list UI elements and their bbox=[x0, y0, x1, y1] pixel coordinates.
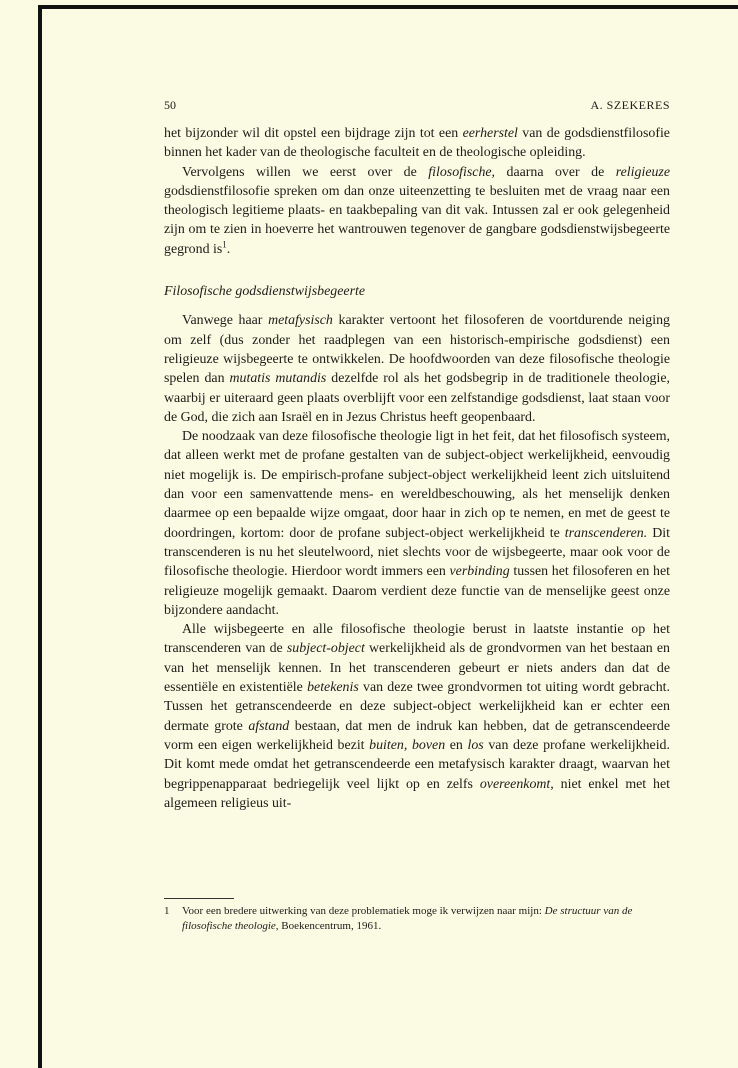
footnote-title: De structuur van de filosofische theologie, bbox=[182, 905, 633, 932]
paragraph-text: van deze twee grondvormen tot uiting wordt gebracht. Tussen het getranscendeerde en deze subject-object werkelijkheid kan er echter een dermate grote bbox=[164, 680, 670, 734]
paragraph-text: Dit transcenderen is nu het sleutelwoord, niet slechts voor de wijsbegeerte, maar ook voor de filosofische theologie. Hierdoor wordt immers een bbox=[164, 525, 670, 580]
paragraph-text: werkelijkheid als de grondvormen van het bestaan en van het menselijk kennen. In het transcenderen gebeurt er niets anders dan dat de essentiële en existentiële bbox=[164, 641, 670, 696]
section-heading: Filosofische godsdienstwijsbegeerte bbox=[164, 284, 366, 300]
paragraph-text: niet enkel met het algemeen religieus uit- bbox=[164, 776, 671, 811]
footnote-number: 1 bbox=[164, 905, 170, 917]
paragraph-text: en bbox=[445, 737, 468, 753]
paragraph-text: Alle wijsbegeerte en alle filosofische theologie berust in laatste instantie op het transcenderen van de bbox=[164, 622, 670, 657]
footnote-part: Voor een bredere uitwerking van deze problematiek moge ik verwijzen naar mijn: bbox=[182, 905, 545, 917]
paragraph-2 bbox=[164, 163, 670, 259]
emphasis: overeenkomt, bbox=[479, 776, 554, 792]
paragraph-text: karakter vertoont het filosoferen de voortdurende neiging om zelf (dus zonder het raadplegen van een historisch-empirische godsdienst) een religieuze wijsbegeerte te ontwikkelen. De hoofdwoorden van deze filosofische theologie spelen dan bbox=[164, 313, 670, 387]
paragraph-3 bbox=[164, 311, 670, 427]
paragraph-text: van de godsdienstfilosofie binnen het kader van de theologische faculteit en de theologische opleiding. bbox=[164, 126, 670, 161]
emphasis: los bbox=[467, 737, 484, 753]
scan-border-top bbox=[38, 5, 738, 9]
emphasis: afstand bbox=[248, 718, 290, 734]
footnote bbox=[164, 904, 670, 934]
paragraph-text: tussen het filosoferen en het religieuze mogelijk gemaakt. Daarom verdient deze functie van de menselijke geest onze bijzondere aandacht. bbox=[164, 564, 670, 618]
emphasis: eerherstel bbox=[462, 126, 518, 141]
paragraph-4 bbox=[164, 427, 670, 620]
emphasis: filosofische, bbox=[428, 164, 496, 180]
paragraph-text: Vervolgens willen we eerst over de bbox=[182, 164, 429, 180]
page-body bbox=[164, 124, 670, 813]
paragraph-text: dezelfde rol als het godsbegrip in de traditionele theologie, waarbij er uiteraard geen plaats overblijft voor een zelfstandige godsdienst, laat staan voor de God, die zich aan Israël en in Jezus Christus heeft geopenbaard. bbox=[164, 371, 670, 425]
emphasis: religieuze bbox=[615, 164, 670, 180]
paragraph-5 bbox=[164, 620, 670, 813]
emphasis: subject-object bbox=[286, 641, 365, 657]
emphasis: buiten, boven bbox=[369, 737, 446, 753]
running-head: A. SZEKERES bbox=[590, 98, 670, 112]
paragraph-text: . bbox=[226, 241, 231, 257]
paragraph-text: bestaan, dat men de indruk kan hebben, dat de getranscendeerde vorm een eigen werkelijkheid bezit bbox=[164, 718, 671, 753]
paragraph-text: van deze profane werkelijkheid. Dit komt mede omdat het getranscendeerde een metafysisch karakter draagt, waarvan het begrippenapparaat bedriegelijk veel lijkt op en zelfs bbox=[164, 737, 670, 792]
paragraph-text: het bijzonder wil dit opstel een bijdrage zijn tot een bbox=[164, 126, 463, 141]
emphasis: verbinding bbox=[449, 564, 510, 580]
paragraph-text: De noodzaak van deze filosofische theologie ligt in het feit, dat het filosofisch systeem, dat alleen werkt met de profane gestalten van de subject-object werkelijkheid, eenvoudig niet mogelijk is. De empirisch-profane subject-object werkelijkheid leent zich uitsluitend dan voor een samenvattende mens- en wereldbeschouwing, als het menselijk denken daarmee op een bepaalde wijze omgaat, door haar in zich op te nemen, en met de geest te doordringen, kortom: door de profane subject-object werkelijkheid te bbox=[164, 429, 670, 541]
footnote-text bbox=[182, 904, 670, 934]
paragraph-text: godsdienstfilosofie spreken om dan onze uiteenzetting te besluiten met de vraag naar een theologisch legitieme plaats- en taakbepaling van dit vak. Intussen zal er ook gelegenheid zijn om te zien in hoeverre het wantrouwen tegenover de gangbare godsdienstwijsbegeerte gegrond is bbox=[164, 183, 670, 257]
emphasis: betekenis bbox=[307, 680, 359, 696]
paragraph-text: Vanwege haar bbox=[182, 313, 269, 329]
emphasis: mutatis mutandis bbox=[229, 371, 327, 387]
scan-border-left bbox=[38, 5, 42, 1068]
paragraph-1 bbox=[164, 124, 670, 163]
footnote-reference: 1 bbox=[222, 239, 227, 250]
footnote-part: Boekencentrum, 1961. bbox=[278, 920, 382, 932]
emphasis: metafysisch bbox=[268, 313, 333, 329]
paragraph-text: daarna over de bbox=[495, 164, 616, 180]
emphasis: transcenderen. bbox=[564, 525, 648, 541]
page-header bbox=[164, 98, 670, 114]
page-number: 50 bbox=[164, 98, 176, 112]
footnote-divider bbox=[164, 898, 234, 899]
